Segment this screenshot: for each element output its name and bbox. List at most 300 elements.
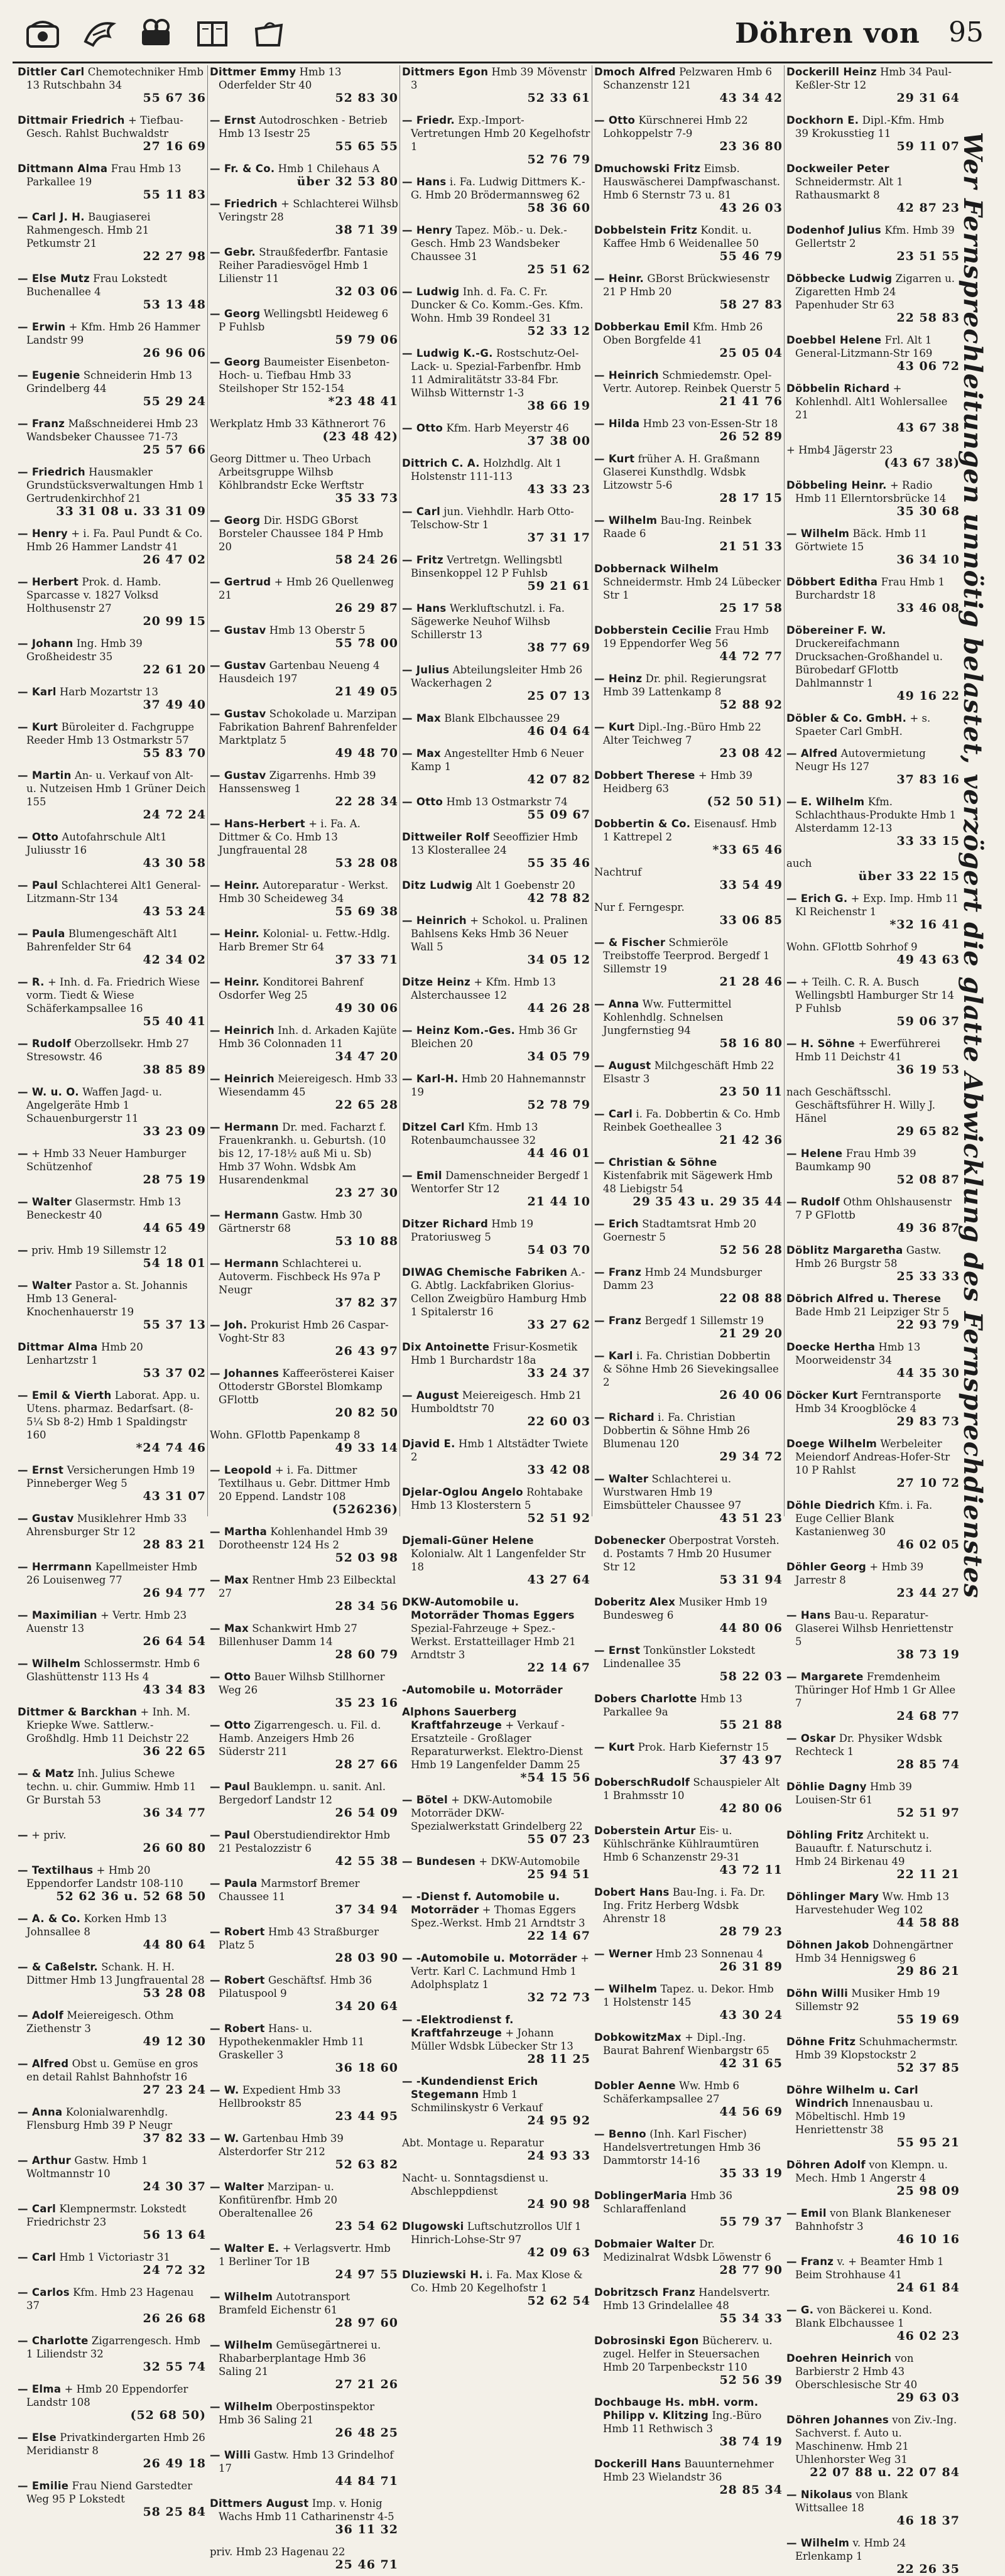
directory-entry — [786, 479, 960, 518]
directory-entry — [210, 65, 398, 105]
entry-name: Dobler Aenne — [594, 2080, 676, 2092]
entry-phone: 23 54 62 — [335, 2219, 398, 2233]
entry-name: — Herrmann — [18, 1561, 92, 1573]
entry-address: + Radio Hmb 11 Ellerntorsbrücke 14 — [795, 479, 947, 504]
entry-phone: 25 17 58 — [719, 601, 783, 615]
entry-address: Frl. Alt 1 General-Litzmann-Str 169 — [795, 334, 933, 359]
entry-phone: 37 83 16 — [896, 773, 960, 786]
directory-entry — [594, 1059, 783, 1099]
directory-entry — [18, 1912, 206, 1952]
directory-entry — [786, 2303, 960, 2343]
directory-entry — [786, 1670, 960, 1723]
directory-entry — [402, 879, 590, 905]
directory-entry — [18, 720, 206, 760]
entry-name: — Fritz — [402, 554, 443, 566]
entry-name: DoberschRudolf — [594, 1776, 690, 1788]
entry-address: Korken Hmb 13 Johnsallee 8 — [26, 1913, 167, 1938]
entry-name: Djemali-Güner Helene — [402, 1535, 534, 1546]
entry-phone: 52 88 92 — [719, 698, 783, 712]
entry-name: — Karl-H. — [402, 1073, 459, 1085]
entry-phone: 55 35 46 — [527, 856, 590, 870]
entry-phone: 35 33 19 — [719, 2166, 783, 2180]
entry-name: DoblingerMaria — [594, 2190, 687, 2202]
directory-entry — [594, 65, 783, 105]
entry-address: Exp.-Import-Vertretungen Hmb 20 Kegelhofstr 1 — [411, 114, 590, 153]
entry-name: — Paula — [18, 928, 65, 940]
directory-entry — [786, 2158, 960, 2198]
directory-entry — [786, 527, 960, 567]
entry-name: — W. — [210, 2133, 239, 2144]
entry-address: Kolonialwarenhdlg. Flensburg Hmb 39 P Neugr — [26, 2106, 173, 2131]
entry-name: — Georg — [210, 514, 261, 526]
entry-address: Bau-u. Reparatur-Glaserei Wilhsb Henriettenstr 5 — [795, 1609, 953, 1648]
entry-name: Dodenhof Julius — [786, 224, 882, 236]
entry-address: Hmb 13 Ostmarkstr 74 — [446, 796, 568, 808]
entry-address: Laborat. App. u. Utens. pharmaz. Bedarfsart. (8-5¼ Sb 8-2) Hmb 1 Spaldingstr 160 — [26, 1389, 200, 1441]
directory-entry — [210, 2180, 398, 2233]
entry-address: + Teilh. C. R. A. Busch Wellingsbtl Hamburger Str 14 P Fuhlsb — [795, 976, 955, 1014]
entry-name: — Elma — [18, 2383, 62, 2395]
directory-entry — [786, 1732, 960, 1771]
entry-phone: 25 94 51 — [527, 1867, 590, 1881]
entry-name: — Charlotte — [18, 2335, 89, 2347]
entry-address: + Hmb 20 Eppendorfer Landstr 108 — [26, 2383, 188, 2408]
directory-entry — [402, 1855, 590, 1881]
entry-name: Döbereiner F. W. — [786, 624, 886, 636]
entry-phone: 33 24 37 — [527, 1366, 590, 1380]
entry-phone: 21 51 33 — [719, 540, 783, 553]
entry-address: Oberpostinspektor Hmb 36 Saling 21 — [219, 2401, 374, 2426]
entry-address: Gartenbau Hmb 39 Alsterdorfer Str 212 — [219, 2133, 344, 2158]
entry-phone: 28 75 19 — [143, 1173, 206, 1187]
entry-name: Dittmar Alma — [18, 1341, 98, 1353]
entry-name: — Georg — [210, 356, 261, 368]
directory-entry — [594, 2189, 783, 2229]
entry-phone: 52 51 97 — [896, 1806, 960, 1820]
entry-phone: 28 11 25 — [527, 2052, 590, 2066]
entry-name: Alphons Sauerberg Kraftfahrzeuge — [402, 1706, 517, 1731]
directory-entry — [786, 1340, 960, 1380]
directory-entry — [18, 1389, 206, 1455]
entry-name: — Gustav — [210, 624, 266, 636]
directory-entry — [402, 2136, 590, 2163]
entry-phone: 44 80 06 — [719, 1621, 783, 1635]
directory-entry — [402, 114, 590, 166]
entry-name: — Hans-Herbert — [210, 818, 305, 830]
directory-entry — [210, 1121, 398, 1200]
entry-address: Hmb 20 Hahnemannstr 19 — [411, 1073, 585, 1098]
directory-entry — [210, 162, 398, 188]
directory-entry — [786, 1499, 960, 1552]
entry-name: — Kurt — [18, 721, 58, 733]
entry-phone: 22 07 88 u. 22 07 84 — [810, 2465, 960, 2479]
entry-name: — Max — [402, 712, 441, 724]
entry-address: Bade Hmb 21 Leipziger Str 5 — [795, 1306, 950, 1318]
entry-address: Ing.-Büro Hmb 11 Rethwisch 3 — [603, 2410, 762, 2435]
entry-name: Döbler & Co. GmbH. — [786, 712, 907, 724]
directory-entry — [210, 246, 398, 298]
entry-address: Hmb 13 Parkallee 9a — [603, 1693, 742, 1718]
directory-entry — [594, 2457, 783, 2497]
entry-name: Döhre Wilhelm u. Carl Windrich — [786, 2084, 918, 2109]
entry-phone: 38 77 69 — [527, 641, 590, 655]
directory-entry — [18, 2286, 206, 2325]
entry-name: — Joh. — [210, 1319, 247, 1331]
entry-phone: über 32 53 80 — [296, 175, 398, 188]
directory-entry — [210, 1622, 398, 1661]
entry-phone: 44 80 64 — [143, 1938, 206, 1952]
directory-entry — [18, 1609, 206, 1648]
directory-entry — [786, 382, 960, 435]
entry-address: von Barbierstr 2 Hmb 43 Oberschlesische Str 40 — [795, 2352, 918, 2391]
directory-entry — [402, 1595, 590, 1675]
entry-address: Abteilungsleiter Hmb 26 Wackerhagen 2 — [411, 664, 583, 689]
entry-address: Stadtamtsrat Hmb 20 Goernestr 5 — [603, 1218, 757, 1243]
entry-name: — Wilhelm — [594, 514, 658, 526]
directory-entry — [786, 2352, 960, 2405]
entry-phone: 59 06 37 — [896, 1014, 960, 1028]
entry-phone: 53 10 88 — [335, 1234, 398, 1248]
entry-address: Glasermstr. Hmb 13 Beneckestr 40 — [26, 1196, 182, 1221]
directory-entry — [18, 2106, 206, 2145]
entry-name: Dmuchowski Fritz — [594, 163, 701, 175]
directory-entry — [18, 465, 206, 518]
entry-phone: 55 83 70 — [143, 746, 206, 760]
entry-address: + Schlachterei Wilhsb Veringstr 28 — [219, 198, 398, 223]
entry-phone: 20 82 50 — [335, 1406, 398, 1420]
entry-phone: 27 10 72 — [896, 1476, 960, 1490]
entry-address: Bau-Ing. i. Fa. Dr. Ing. Fritz Herberg Wdsbk Ahrenstr 18 — [603, 1886, 766, 1925]
entry-address: Wohn. GFlottb Papenkamp 8 — [210, 1429, 361, 1441]
directory-entry — [786, 2207, 960, 2246]
entry-address: Maßschneiderei Hmb 23 Wandsbeker Chaussee 71-73 — [26, 418, 198, 443]
entry-address: Druckereifachmann Drucksachen-Großhandel u. Bürobedarf GFlottb Dahlmannstr 1 — [795, 638, 943, 689]
entry-address: i. Fa. Christian Dobbertin & Söhne Hmb 26 Sievekingsallee 2 — [603, 1350, 779, 1388]
entry-phone: 37 38 00 — [527, 434, 590, 448]
entry-address: Gartenbau Neueng 4 Hausdeich 197 — [219, 660, 380, 685]
entry-address: Baugiaserei Rahmengesch. Hmb 21 Petkumstr 21 — [26, 211, 151, 249]
entry-phone: 37 49 40 — [143, 698, 206, 712]
entry-phone: 24 90 98 — [527, 2197, 590, 2211]
entry-name: — Hermann — [210, 1121, 279, 1133]
entry-address: Kapellmeister Hmb 26 Louisenweg 77 — [26, 1561, 197, 1586]
entry-address: Prokurist Hmb 26 Caspar-Voght-Str 83 — [219, 1319, 389, 1344]
entry-address: i. Fa. Max Klose & Co. Hmb 20 Kegelhofstr 1 — [411, 2269, 583, 2294]
directory-entry — [210, 2400, 398, 2440]
entry-address: Hmb 19 Pratoriusweg 5 — [411, 1218, 534, 1243]
entry-name: — Henry — [18, 528, 68, 540]
entry-address: Frau Hmb 39 Baumkamp 90 — [795, 1148, 916, 1173]
directory-entry — [18, 1864, 206, 1903]
entry-name: — Robert — [210, 1926, 265, 1938]
entry-address: An- u. Verkauf von Alt- u. Nutzeisen Hmb 1 Grüner Deich 155 — [26, 769, 206, 808]
directory-entry — [786, 1085, 960, 1138]
entry-address: auch — [786, 857, 812, 869]
entry-phone: 42 78 82 — [527, 891, 590, 905]
entry-phone: *32 16 41 — [889, 918, 960, 932]
directory-entry — [786, 940, 960, 967]
entry-name: — Erich — [594, 1218, 639, 1230]
entry-name: — — [18, 1829, 28, 1841]
entry-name: — Franz — [594, 1315, 642, 1327]
entry-name: — Johann — [18, 638, 73, 649]
directory-entry — [594, 997, 783, 1050]
entry-name: — Franz — [594, 1266, 642, 1278]
directory-entry — [786, 1195, 960, 1235]
entry-name: — Walter — [594, 1473, 649, 1485]
entry-phone: 49 12 30 — [143, 2035, 206, 2048]
entry-phone: 22 14 67 — [527, 1661, 590, 1675]
entry-address: Prok. d. Hamb. Sparcasse v. 1827 Volksd Holthusenstr 27 — [26, 576, 161, 614]
page-number: 95 — [948, 16, 984, 48]
entry-name: Dobberkau Emil — [594, 321, 690, 333]
directory-entry — [210, 2084, 398, 2123]
entry-address: Büchererv. u. zugel. Helfer in Steuersachen Hmb 20 Tarpenbeckstr 110 — [603, 2335, 773, 2373]
entry-name: Dobenecker — [594, 1535, 666, 1546]
entry-name: — Emil & Vierth — [18, 1389, 112, 1401]
entry-address: Schlachterei u. Autoverm. Fischbeck Hs 97a P Neugr — [219, 1258, 381, 1296]
directory-entry — [402, 421, 590, 448]
entry-phone: 21 29 20 — [719, 1327, 783, 1340]
entry-address: + s. Spaeter Carl GmbH. — [795, 712, 931, 737]
directory-entry — [594, 2237, 783, 2277]
entry-name: Djelar-Oglou Angelo — [402, 1486, 523, 1498]
entry-name: — Otto — [210, 1719, 251, 1731]
entry-name: Ditz Ludwig — [402, 879, 473, 891]
entry-name: Dobmaier Walter — [594, 2238, 697, 2250]
entry-address: Wellingsbtl Heideweg 6 P Fuhlsb — [219, 308, 389, 333]
entry-name: — H. Söhne — [786, 1038, 855, 1050]
entry-phone: 28 79 23 — [719, 1925, 783, 1938]
entry-phone: 46 10 16 — [896, 2232, 960, 2246]
entry-name: — Adolf — [18, 2009, 64, 2021]
entry-address: Zigarrengesch. Hmb 1 Liliendstr 32 — [26, 2335, 200, 2360]
entry-name: Döbrich Alfred u. Therese — [786, 1293, 942, 1305]
directory-entry — [402, 224, 590, 276]
entry-address: Pelzwaren Hmb 6 Schanzenstr 121 — [603, 66, 773, 91]
entry-address: Hmb 23 von-Essen-Str 18 — [643, 418, 778, 430]
entry-phone: 22 28 34 — [335, 795, 398, 808]
entry-address: + i. Fa. Dittmer Textilhaus u. Gebr. Dittmer Hmb 20 Eppend. Landstr 108 — [219, 1464, 390, 1503]
entry-phone: 49 16 22 — [896, 689, 960, 703]
entry-phone: 34 05 12 — [527, 953, 590, 967]
directory-entry — [18, 830, 206, 870]
entry-phone: 52 62 36 u. 52 68 50 — [56, 1889, 206, 1903]
entry-name: — Robert — [210, 2023, 265, 2035]
directory-entry — [18, 1085, 206, 1138]
entry-phone: 28 34 56 — [335, 1599, 398, 1613]
entry-name: — August — [402, 1389, 459, 1401]
entry-phone: 55 37 13 — [143, 1318, 206, 1332]
entry-name: — Rudolf — [18, 1038, 72, 1050]
entry-name: — Hermann — [210, 1258, 279, 1269]
entry-name: — Carl J. H. — [18, 211, 85, 223]
entry-phone: 52 51 92 — [527, 1511, 590, 1525]
directory-entry — [594, 1886, 783, 1938]
entry-name: — Heinrich — [210, 1073, 274, 1085]
entry-name: — Friedrich — [210, 198, 278, 210]
entry-phone: (52 50 51) — [707, 795, 783, 808]
entry-address: + i. Fa. A. Dittmer & Co. Hmb 13 Jungfrauental 28 — [219, 818, 361, 856]
entry-name: Dittmer Emmy — [210, 66, 296, 78]
entry-name: — Bötel — [402, 1794, 448, 1806]
directory-entry — [18, 685, 206, 712]
entry-address: Ferntransporte Hmb 34 Kroogblöcke 4 — [795, 1389, 942, 1415]
entry-name: — Robert — [210, 1974, 265, 1986]
entry-phone: 37 43 97 — [719, 1753, 783, 1767]
entry-phone: *23 48 41 — [328, 394, 398, 408]
entry-phone: 58 27 83 — [719, 298, 783, 312]
entry-address: + Ewerführerei Hmb 11 Deichstr 41 — [795, 1038, 941, 1063]
entry-name: DIWAG Chemische Fabriken — [402, 1266, 568, 1278]
entry-name: Döhling Fritz — [786, 1829, 864, 1841]
entry-address: Marzipan- u. Konfitürenfbr. Hmb 20 Oberaltenallee 26 — [219, 2181, 338, 2219]
entry-name: — Margarete — [786, 1671, 864, 1683]
entry-phone: 22 14 67 — [527, 1929, 590, 1943]
entry-name: Döhnen Jakob — [786, 1939, 869, 1951]
entry-name: — Ernst — [594, 1644, 641, 1656]
entry-name: Dockweiler Peter — [786, 163, 889, 175]
entry-phone: 22 93 79 — [896, 1318, 960, 1332]
directory-entry — [18, 527, 206, 567]
entry-address: Tapez. u. Dekor. Hmb 1 Holstenstr 145 — [603, 1983, 774, 2008]
directory-entry — [786, 712, 960, 738]
directory-entry — [402, 1437, 590, 1477]
entry-phone: 55 78 00 — [335, 636, 398, 650]
entry-name: — Hans — [402, 176, 447, 188]
directory-entry — [210, 1464, 398, 1516]
header-icons — [24, 16, 288, 50]
entry-name: Dittrich C. A. — [402, 457, 480, 469]
entry-name: Dobert Hans — [594, 1886, 670, 1898]
entry-phone: 37 82 33 — [143, 2131, 206, 2145]
directory-entry — [210, 1974, 398, 2013]
entry-phone: 23 50 11 — [719, 1085, 783, 1099]
entry-name: — Franz — [18, 418, 65, 430]
entry-phone: 43 26 03 — [719, 201, 783, 215]
entry-address: Meiereigesch. Hmb 21 Humboldtstr 70 — [411, 1389, 582, 1415]
entry-name: — Else Mutz — [18, 273, 90, 285]
entry-phone: 55 95 21 — [896, 2136, 960, 2149]
entry-name: Döhler Georg — [786, 1561, 867, 1573]
directory-entry — [402, 1952, 590, 2004]
entry-address: Wohn. GFlottb Sohrhof 9 — [786, 941, 918, 953]
entry-address: Innenausbau u. Möbeltischl. Hmb 19 Henriettenstr 38 — [795, 2097, 933, 2136]
entry-phone: 55 19 69 — [896, 2013, 960, 2026]
entry-phone: 49 33 14 — [335, 1441, 398, 1455]
entry-name: — Otto — [210, 1671, 251, 1683]
entry-phone: 35 33 73 — [335, 491, 398, 505]
directory-entry — [594, 1349, 783, 1402]
directory-entry — [594, 224, 783, 263]
entry-address: Klempnermstr. Lokstedt Friedrichstr 23 — [26, 2203, 187, 2228]
entry-phone: 24 95 92 — [527, 2114, 590, 2128]
directory-entry — [594, 1692, 783, 1732]
entry-address: Dir. HSDG GBorst Borsteler Chaussee 184 P Hmb 20 — [219, 514, 384, 553]
entry-phone: 25 05 04 — [719, 346, 783, 360]
entry-phone: 21 44 10 — [527, 1195, 590, 1209]
entry-name: — Ernst — [18, 1464, 64, 1476]
entry-address: Schuhmachermstr. Hmb 39 Klopstockstr 2 — [795, 2036, 959, 2061]
entry-name: — Heinz Kom.-Ges. — [402, 1024, 516, 1036]
directory-entry — [786, 976, 960, 1028]
directory-entry — [402, 1266, 590, 1332]
entry-name: — Bundesen — [402, 1856, 476, 1867]
directory-entry — [18, 1705, 206, 1758]
entry-address: Hans- u. Hypothekenmakler Hmb 11 Graskeller 3 — [219, 2023, 365, 2061]
entry-phone: (23 48 42) — [322, 430, 398, 443]
directory-entry — [402, 795, 590, 822]
entry-address: Gastw. Hmb 13 Grindelhof 17 — [219, 2449, 394, 2474]
entry-address: Alt 1 Goebenstr 20 — [475, 879, 575, 891]
entry-phone: 25 51 62 — [527, 263, 590, 276]
entry-phone: 24 61 84 — [896, 2281, 960, 2295]
directory-entry — [402, 65, 590, 105]
entry-name: — Kurt — [594, 1741, 635, 1753]
directory-entry — [594, 901, 783, 927]
entry-name: — Wilhelm — [786, 2537, 850, 2549]
entry-name: Doege Wilhelm — [786, 1438, 877, 1450]
entry-name: — Heinr. — [594, 273, 644, 285]
entry-address: Gastw. Hmb 30 Gärtnerstr 68 — [219, 1209, 362, 1234]
entry-address: + i. Fa. Paul Pundt & Co. Hmb 26 Hammer Landstr 41 — [26, 528, 203, 553]
entry-name: — G. — [786, 2304, 814, 2316]
directory-entry — [210, 2242, 398, 2281]
entry-address: Hmb 13 Oderfelder Str 40 — [219, 66, 342, 91]
directory-entry — [786, 575, 960, 615]
entry-phone: 46 04 64 — [527, 724, 590, 738]
entry-phone: 25 07 13 — [527, 689, 590, 703]
entry-address: Baumeister Eisenbeton-Hoch- u. Tiefbau Hmb 33 Steilshoper Str 152-154 — [219, 356, 390, 394]
entry-phone: 24 30 37 — [143, 2180, 206, 2193]
entry-address: Hmb 1 Chilehaus A — [278, 163, 380, 175]
entry-address: von Klempn. u. Mech. Hmb 1 Angerstr 4 — [795, 2159, 948, 2184]
entry-address: + Vertr. Karl C. Lachmund Hmb 1 Adolphsplatz 1 — [411, 1952, 589, 1991]
entry-name: — Wilhelm — [18, 1658, 81, 1670]
entry-name: — Richard — [594, 1411, 655, 1423]
directory-entry — [210, 1877, 398, 1916]
entry-name: — Heinr. — [210, 976, 260, 988]
directory-entry — [18, 2202, 206, 2242]
entry-name: Dittmers Egon — [402, 66, 489, 78]
entry-phone: 26 49 18 — [143, 2457, 206, 2470]
directory-entry — [786, 1938, 960, 1978]
entry-address: Schmieröle Treibstoffe Teerprod. Bergedf 1 Sillemstr 19 — [603, 937, 770, 975]
entry-name: Dittweiler Rolf — [402, 831, 490, 843]
entry-phone: 54 03 70 — [527, 1243, 590, 1257]
directory-entry — [786, 334, 960, 373]
entry-address: Tonkünstler Lokstedt Lindenallee 35 — [603, 1644, 756, 1670]
entry-name: Dmoch Alfred — [594, 66, 676, 78]
entry-name: — — [786, 976, 797, 988]
directory-entry — [786, 2084, 960, 2149]
directory-entry — [786, 162, 960, 215]
directory-entry — [18, 1960, 206, 2000]
directory-entry — [786, 65, 960, 105]
directory-entry — [402, 712, 590, 738]
entry-name: — Friedr. — [402, 114, 455, 126]
directory-entry — [594, 417, 783, 443]
entry-address: Hausmakler Grundstücksverwaltungen Hmb 1 Gertrudenkirchhof 21 — [26, 466, 204, 504]
directory-entry — [594, 1824, 783, 1877]
entry-phone: 52 78 79 — [527, 1098, 590, 1112]
entry-name: — Alfred — [18, 2058, 69, 2070]
directory-entry — [18, 320, 206, 360]
directory-entry — [594, 1741, 783, 1767]
directory-entry — [594, 562, 783, 615]
entry-phone: 20 99 15 — [143, 614, 206, 628]
entry-name: Dobbertin & Co. — [594, 818, 691, 830]
